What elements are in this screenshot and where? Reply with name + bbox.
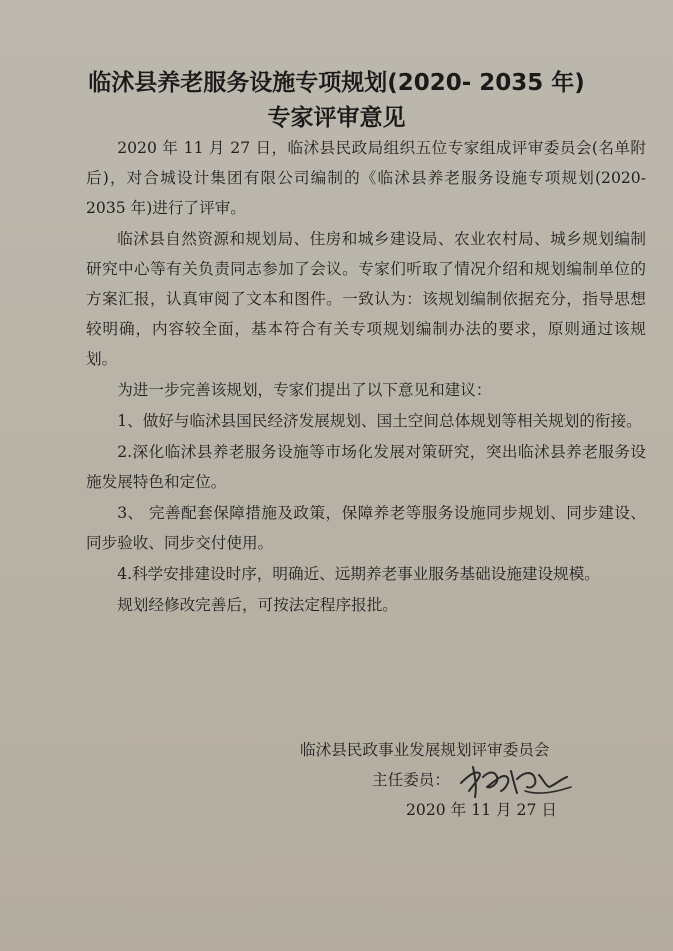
suggestion-item-2: 2.深化临沭县养老服务设施等市场化发展对策研究，突出临沭县养老服务设施发展特色和定位。	[86, 443, 646, 491]
paragraph-intro: 2020 年 11 月 27 日，临沭县民政局组织五位专家组成评审委员会(名单附后)，对合城设计集团有限公司编制的《临沭县养老服务设施专项规划(2020-2035 年)进行了评审。	[86, 139, 646, 217]
suggestion-item-3: 3、 完善配套保障措施及政策，保障养老等服务设施同步规划、同步建设、同步验收、同步交付使用。	[86, 504, 646, 552]
document-subtitle: 专家评审意见	[267, 105, 406, 131]
document-title: 临沭县养老服务设施专项规划(2020- 2035 年)	[88, 70, 585, 96]
paragraph-closing: 规划经修改完善后，可按法定程序报批。	[117, 596, 398, 614]
chair-label: 主任委员：	[372, 771, 450, 789]
document-date: 2020 年 11 月 27 日	[406, 801, 557, 819]
committee-name: 临沭县民政事业发展规划评审委员会	[300, 741, 550, 759]
document-body	[86, 133, 646, 621]
suggestion-item-1: 1、做好与临沭县国民经济发展规划、国土空间总体规划等相关规划的衔接。	[117, 412, 642, 430]
handwritten-signature	[455, 757, 575, 802]
paragraph-suggestions-lead: 为进一步完善该规划，专家们提出了以下意见和建议：	[117, 381, 492, 399]
paragraph-meeting: 临沭县自然资源和规划局、住房和城乡建设局、农业农村局、城乡规划编制研究中心等有关负责同志参加了会议。专家们听取了情况介绍和规划编制单位的方案汇报，认真审阅了文本和图件。一致认为：该规划编制依据充分，指导思想较明确，内容较全面，基本符合有关专项规划编制办法的要求，原则通过该规划。	[86, 230, 646, 368]
suggestion-item-4: 4.科学安排建设时序，明确近、远期养老事业服务基础设施建设规模。	[117, 565, 600, 583]
